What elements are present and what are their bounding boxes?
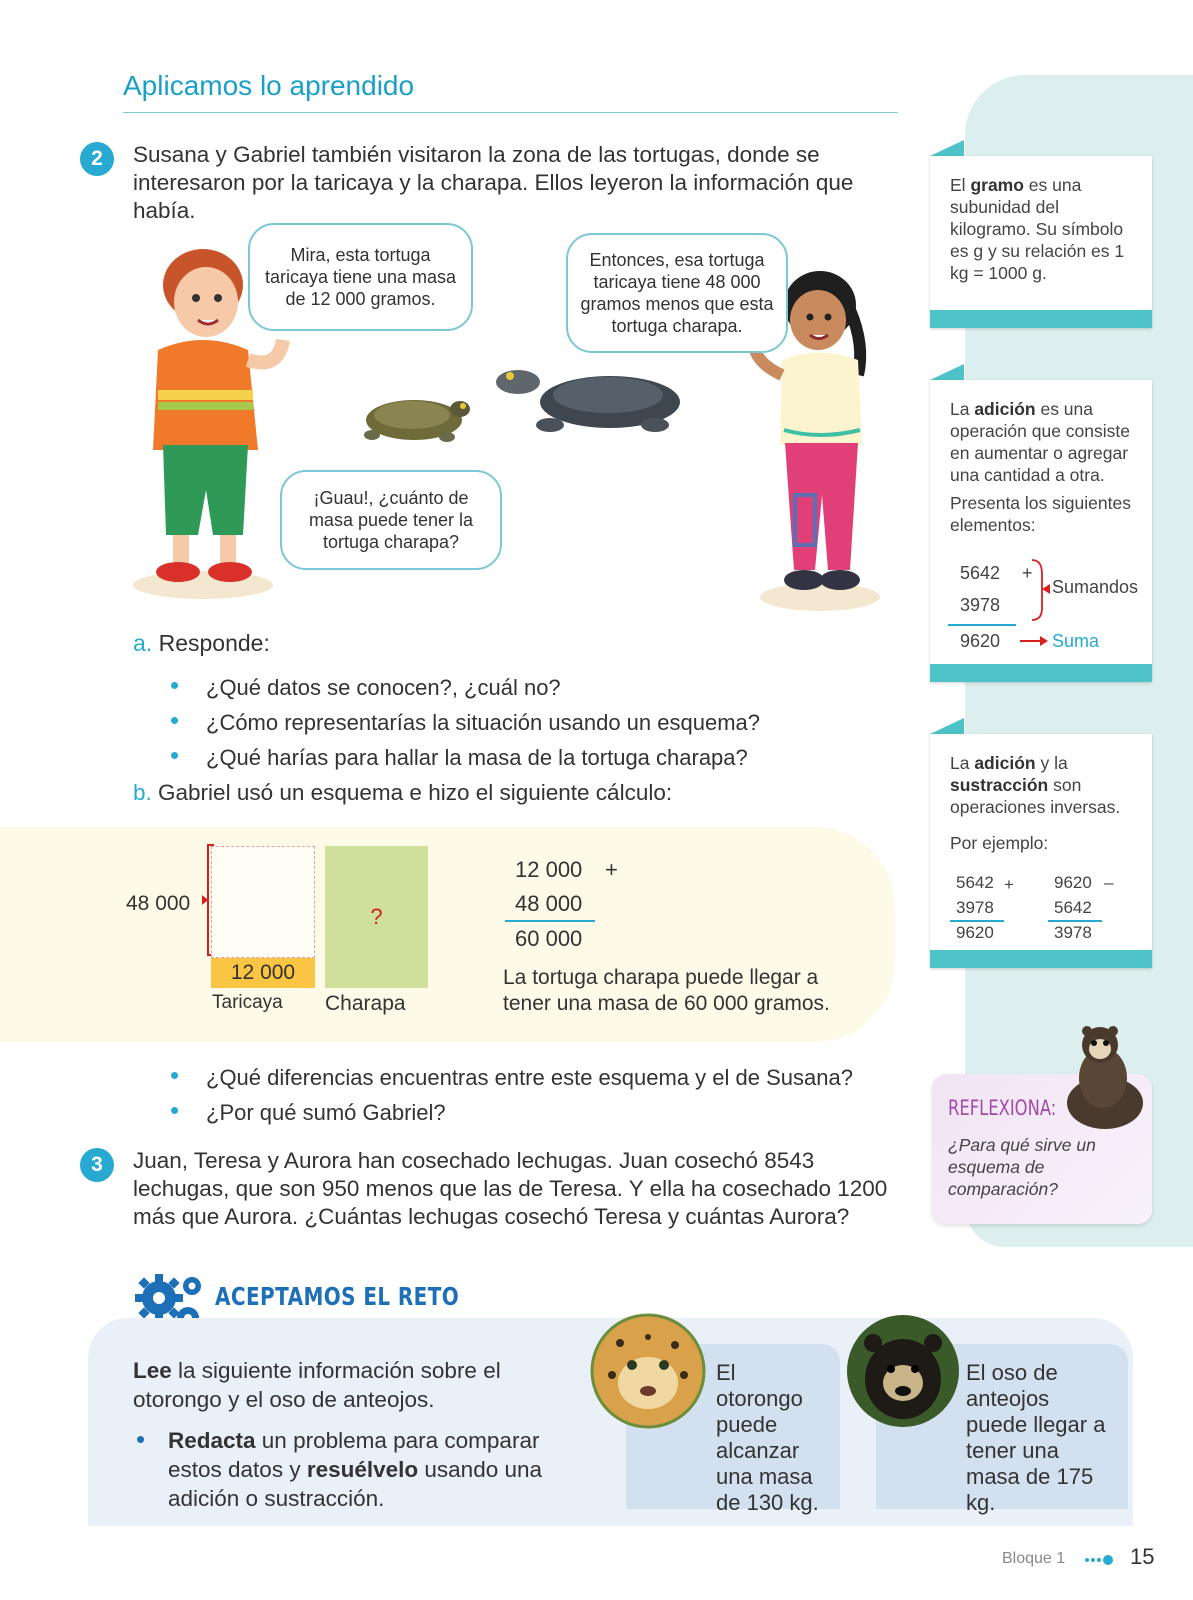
problem-3-text: Juan, Teresa y Aurora han cosechado lechugas. Juan cosechó 8543 lechugas, que son 950 menos que las de Teresa. Y ella ha cosechado 1200 más que Aurora. ¿Cuántas lechugas cosechó Teresa y cuántas Aurora?	[133, 1148, 888, 1229]
adicion-addend-1: 5642	[960, 563, 1001, 583]
charapa-turtle-illustration	[490, 360, 685, 440]
question-a-label: Responde	[158, 630, 264, 656]
inversas-text-pre: La	[950, 753, 975, 773]
sum-result: 60 000	[515, 926, 583, 951]
problem-number-2: 2	[80, 142, 114, 176]
oso-text: El oso de anteojos puede llegar a tener una masa de 175 kg.	[966, 1360, 1106, 1515]
inversas-bold-2: sustracción	[950, 775, 1049, 795]
speech-bubble-gabriel-1: Mira, esta tortuga taricaya tiene una masa de 12 000 gramos.	[248, 223, 473, 331]
reto-redacta-mid: un problema para comparar estos datos y	[168, 1428, 540, 1482]
reflexiona-title: REFLEXIONA:	[948, 1096, 1057, 1120]
sumandos-label: Sumandos	[1052, 577, 1139, 597]
inversas-text-post: son operaciones inversas.	[950, 775, 1121, 817]
suma-arrow	[1018, 634, 1050, 648]
inversas-card	[930, 734, 1152, 968]
reto-resuelvelo-bold: resuélvelo	[306, 1457, 419, 1482]
card-tab	[930, 364, 964, 380]
adicion-addend-2: 3978	[960, 595, 1001, 615]
reto-redacta-text	[168, 1426, 568, 1513]
sumandos-bracket	[1030, 558, 1052, 623]
spectacled-bear-illustration	[1055, 1023, 1165, 1133]
inversas-sub-a: 9620	[1054, 873, 1092, 892]
inversas-sub-b: 5642	[1054, 898, 1092, 917]
footer-dots-icon	[1084, 1554, 1114, 1566]
list-item: • ¿Por qué sumó Gabriel?	[170, 1095, 853, 1130]
adicion-text-bold: adición	[974, 399, 1036, 419]
sum-line	[505, 920, 595, 922]
question-b-list	[170, 1060, 853, 1130]
card-wave	[930, 664, 1152, 682]
inversas-sub-op: –	[1104, 873, 1114, 892]
inversas-add-op: +	[1004, 875, 1014, 894]
adicion-sum-line	[948, 624, 1016, 626]
list-item: • ¿Qué harías para hallar la masa de la tortuga charapa?	[170, 740, 760, 775]
adicion-text-pre: La	[950, 399, 975, 419]
adicion-card	[930, 380, 1152, 682]
list-item: • ¿Qué datos se conocen?, ¿cuál no?	[170, 670, 760, 705]
calc-conclusion: La tortuga charapa puede llegar a tener una masa de 60 000 gramos.	[503, 966, 830, 1015]
taricaya-turtle-illustration	[352, 385, 477, 450]
question-b	[133, 780, 672, 806]
plus-sign: +	[605, 857, 618, 882]
reflexiona-text: ¿Para qué sirve un esquema de comparación?	[948, 1135, 1096, 1199]
adicion-text-post: es una operación que consiste en aumentar o agregar una cantidad a otra.	[950, 399, 1130, 485]
charapa-bar: ?	[325, 846, 428, 988]
gramo-text-post: es una subunidad del kilogramo. Su símbolo es g y su relación es 1 kg = 1000 g.	[950, 175, 1125, 283]
footer-block-label: Bloque 1	[1002, 1550, 1066, 1567]
section-title: Aplicamos lo aprendido	[123, 70, 415, 101]
adicion-sum: 9620	[960, 631, 1001, 651]
taricaya-label: Taricaya	[212, 992, 283, 1013]
charapa-label: Charapa	[325, 992, 406, 1015]
question-b-letter: b.	[133, 780, 152, 805]
adicion-plus: +	[1022, 563, 1033, 583]
addend-2: 48 000	[515, 891, 583, 916]
page-number: 15	[1130, 1544, 1155, 1569]
reto-lee-rest: la siguiente información sobre el otorongo y el oso de anteojos.	[133, 1358, 501, 1412]
list-item: • ¿Qué diferencias encuentras entre este esquema y el de Susana?	[170, 1060, 853, 1095]
difference-label: 48 000	[126, 892, 191, 915]
gramo-card	[930, 156, 1152, 328]
inversas-example-label: Por ejemplo:	[950, 833, 1049, 853]
reto-redacta-end: usando una adición o sustracción.	[168, 1457, 543, 1511]
adicion-subtext: Presenta los siguientes elementos:	[950, 493, 1131, 535]
reto-title: ACEPTAMOS EL RETO	[215, 1282, 460, 1311]
gramo-text-bold: gramo	[970, 175, 1024, 195]
question-a-list	[170, 670, 760, 775]
question-a-letter: a.	[133, 630, 153, 656]
inversas-add-b: 3978	[956, 898, 994, 917]
question-b-text: Gabriel usó un esquema e hizo el siguiente cálculo:	[158, 780, 673, 805]
reto-bullet: •	[136, 1424, 146, 1454]
inversas-bold-1: adición	[974, 753, 1036, 773]
card-wave	[930, 950, 1152, 968]
problem-2-text: Susana y Gabriel también visitaron la zona de las tortugas, donde se interesaron por la taricaya y la charapa. Ellos leyeron la información que había.	[133, 142, 854, 223]
list-item: • ¿Cómo representarías la situación usando un esquema?	[170, 705, 760, 740]
card-wave	[930, 310, 1152, 328]
inversas-sub-r: 3978	[1054, 923, 1092, 942]
inversas-text-mid: y la	[1035, 753, 1068, 773]
reto-lee-bold: Lee	[133, 1358, 172, 1383]
speech-bubble-susana: Entonces, esa tortuga taricaya tiene 48 000 gramos menos que esta tortuga charapa.	[566, 233, 788, 353]
taricaya-bar: 12 000	[211, 958, 315, 988]
suma-label: Suma	[1052, 631, 1100, 651]
problem-number-3: 3	[80, 1148, 114, 1182]
card-tab	[930, 718, 964, 734]
addend-1: 12 000	[515, 857, 583, 882]
reto-lee-text	[133, 1356, 573, 1414]
taricaya-difference-box	[211, 846, 315, 958]
gramo-text-pre: El	[950, 175, 971, 195]
question-a: a. Responde:	[133, 630, 270, 656]
otorongo-text: El otorongo puede alcanzar una masa de 130 kg.	[716, 1360, 819, 1515]
card-tab	[930, 140, 964, 156]
inversas-add-r: 9620	[956, 923, 994, 942]
speech-bubble-gabriel-2: ¡Guau!, ¿cuánto de masa puede tener la tortuga charapa?	[280, 470, 502, 570]
title-divider	[123, 112, 898, 113]
jaguar-photo	[590, 1313, 706, 1429]
inversas-add-a: 5642	[956, 873, 994, 892]
spectacled-bear-photo	[845, 1313, 961, 1429]
reto-redacta-bold: Redacta	[168, 1428, 256, 1453]
